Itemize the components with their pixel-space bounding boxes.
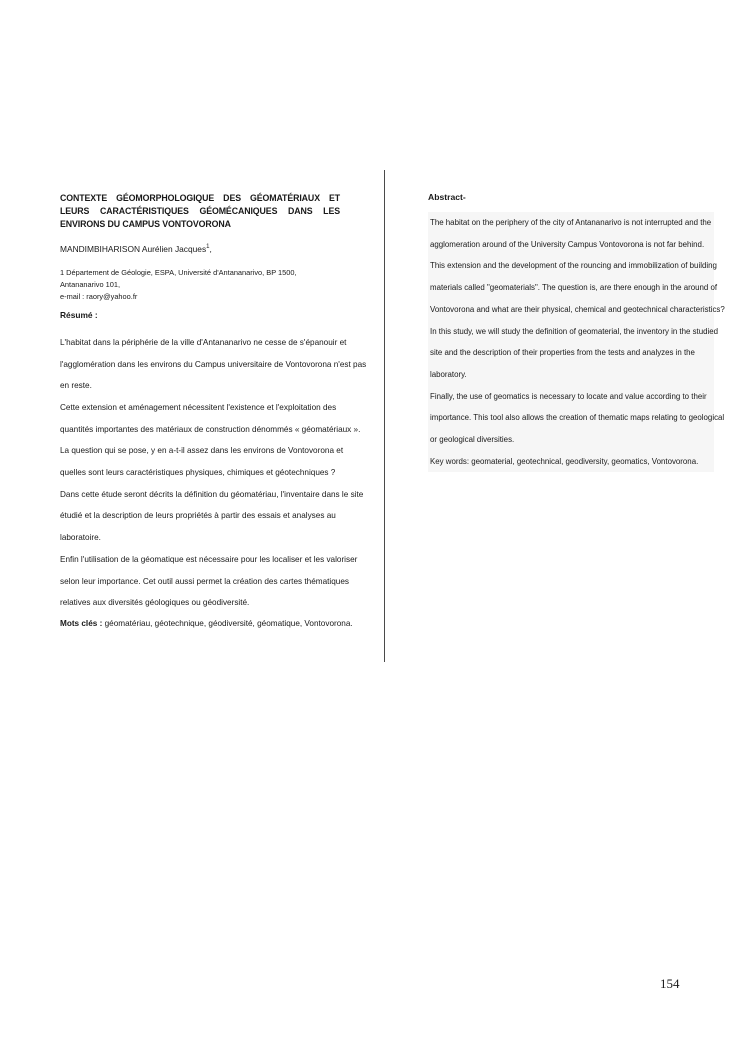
email: e-mail : raory@yahoo.fr bbox=[60, 291, 138, 301]
page-number: 154 bbox=[660, 976, 680, 991]
resume-line: selon leur importance. Cet outil aussi permet la création des cartes thématiques bbox=[60, 576, 349, 586]
abstract-line: agglomeration around of the University Campus Vontovorona is not far behind. bbox=[430, 239, 705, 249]
resume-line: quantités importantes des matériaux de construction dénommés « géomatériaux ». bbox=[60, 424, 361, 434]
paper-title: CONTEXTE GÉOMORPHOLOGIQUE DES GÉOMATÉRIAUX ET LEURS CARACTÉRISTIQUES GÉOMÉCANIQUES DANS LES ENVIRONS DU CAMPUS VONTOVORONA bbox=[60, 193, 340, 229]
abstract-body bbox=[428, 212, 725, 472]
keywords-line bbox=[60, 614, 353, 634]
resume-line: Enfin l'utilisation de la géomatique est nécessaire pour les localiser et les valoriser bbox=[60, 554, 358, 564]
abstract-line: The habitat on the periphery of the city of Antananarivo is not interrupted and the bbox=[430, 218, 712, 227]
resume-line: relatives aux diversités géologiques ou géodiversité. bbox=[60, 598, 250, 608]
resume-label: Résumé : bbox=[60, 309, 98, 320]
abstract-line: In this study, we will study the definition of geomaterial, the inventory in the studied bbox=[430, 326, 719, 336]
english-section bbox=[428, 192, 725, 472]
abstract-line: Vontovorona and what are their physical, chemical and geotechnical characteristics? bbox=[430, 304, 725, 314]
resume-line: L'habitat dans la périphérie de la ville d'Antananarivo ne cesse de s'épanouir et bbox=[60, 337, 347, 347]
resume-line: en reste. bbox=[60, 381, 92, 391]
resume-line: laboratoire. bbox=[60, 533, 101, 543]
author-superscript: 1 bbox=[206, 244, 210, 250]
author-suffix: , bbox=[209, 243, 212, 254]
abstract-keywords: Key words: geomaterial, geotechnical, geodiversity, geomatics, Vontovorona. bbox=[430, 456, 699, 466]
resume-line: Cette extension et aménagement nécessitent l'existence et l'exploitation des bbox=[60, 402, 337, 412]
resume-line: Dans cette étude seront décrits la définition du géomatériau, l'inventaire dans le site bbox=[60, 489, 364, 499]
keywords-text: géomatériau, géotechnique, géodiversité, géomatique, Vontovorona. bbox=[102, 618, 353, 628]
abstract-line: site and the description of their properties from the tests and analyzes in the bbox=[430, 348, 695, 358]
abstract-line: materials called "geomaterials". The question is, are there enough in the around of bbox=[430, 283, 718, 293]
abstract-line: importance. This tool also allows the creation of thematic maps relating to geological bbox=[430, 413, 725, 423]
french-section bbox=[60, 192, 367, 634]
author-line bbox=[60, 241, 340, 255]
abstract-line: or geological diversities. bbox=[430, 435, 515, 445]
keywords-label: Mots clés : bbox=[60, 618, 103, 628]
resume-line: étudié et la description de leurs propriétés à partir des essais et analyses au bbox=[60, 511, 336, 521]
abstract-line: laboratory. bbox=[430, 369, 467, 379]
resume-body bbox=[60, 332, 367, 614]
affiliation-block bbox=[60, 267, 340, 303]
abstract-label: Abstract- bbox=[428, 192, 466, 202]
column-divider bbox=[384, 170, 385, 662]
author-name: MANDIMBIHARISON Aurélien Jacques bbox=[60, 243, 207, 254]
resume-line: quelles sont leurs caractéristiques physiques, chimiques et géotechniques ? bbox=[60, 468, 336, 478]
abstract-line: Finally, the use of geomatics is necessary to locate and value according to their bbox=[430, 391, 707, 401]
resume-line: La question qui se pose, y en a-t-il assez dans les environs de Vontovorona et bbox=[60, 446, 344, 456]
affiliation: 1 Département de Géologie, ESPA, Université d'Antananarivo, BP 1500, Antananarivo 101, bbox=[60, 267, 297, 289]
resume-line: l'agglomération dans les environs du Campus universitaire de Vontovorona n'est pas bbox=[60, 359, 367, 369]
abstract-line: This extension and the development of the rouncing and immobilization of building bbox=[430, 261, 717, 271]
